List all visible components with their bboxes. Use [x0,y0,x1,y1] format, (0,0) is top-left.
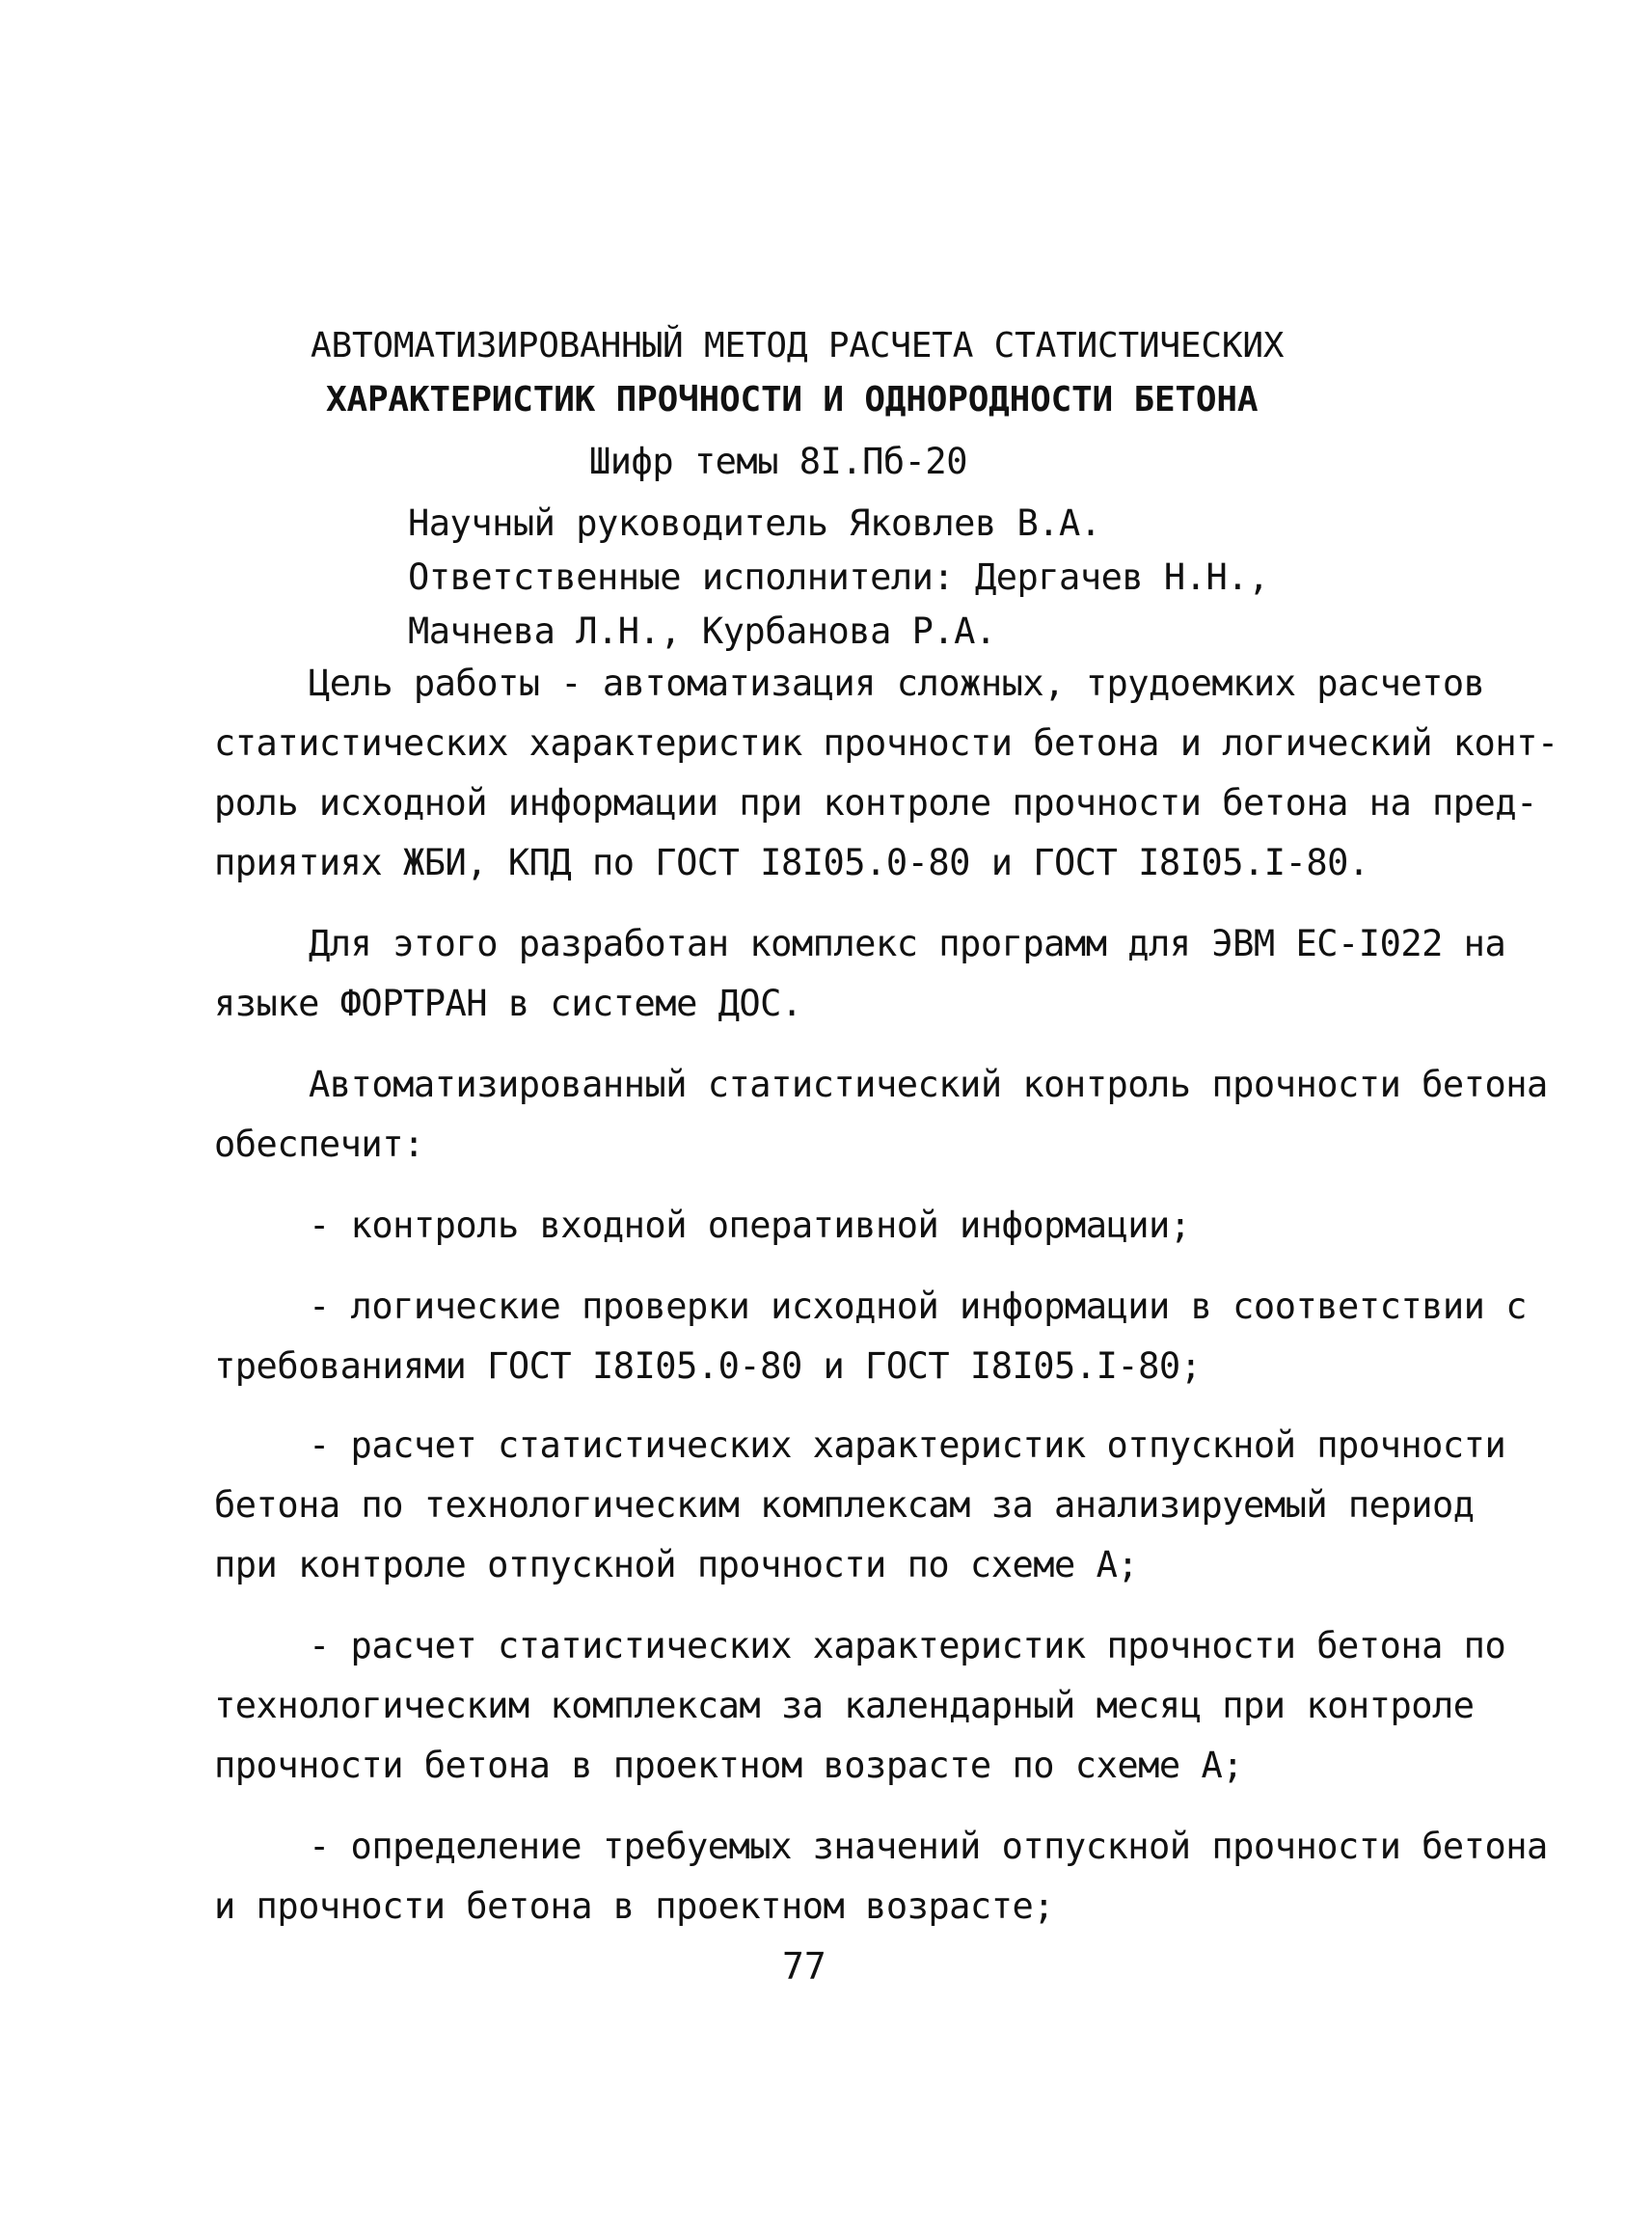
supervisor-line: Научный руководитель Яковлев В.А. [408,502,1101,544]
paragraph-3-line-1: Автоматизированный статистический контроль прочности бетона [309,1064,1548,1105]
paragraph-1-line-4: приятиях ЖБИ, КПД по ГОСТ I8I05.0-80 и ГОСТ I8I05.I-80. [214,842,1369,883]
executors-line: Ответственные исполнители: Дергачев Н.Н., [408,556,1269,598]
list-item-5-line-2: и прочности бетона в проектном возрасте; [214,1885,1055,1927]
executors-line-continued: Мачнева Л.Н., Курбанова Р.А. [408,610,996,652]
paragraph-1-line-3: роль исходной информации при контроле прочности бетона на пред- [214,782,1537,824]
topic-code: Шифр темы 8I.Пб-20 [589,441,967,482]
title-line-2: ХАРАКТЕРИСТИК ПРОЧНОСТИ И ОДНОРОДНОСТИ БЕТОНА [326,380,1259,420]
paragraph-2-line-2: языке ФОРТРАН в системе ДОС. [214,983,802,1024]
list-item-3-line-3: при контроле отпускной прочности по схеме А; [214,1544,1139,1585]
list-item-5-line-1: - определение требуемых значений отпускной прочности бетона [309,1826,1548,1867]
list-item-1: - контроль входной оперативной информации; [309,1205,1191,1246]
list-item-4-line-3: прочности бетона в проектном возрасте по схеме А; [214,1745,1244,1786]
paragraph-3-line-2: обеспечит: [214,1124,424,1165]
page-number: 77 [782,1945,826,1988]
list-item-2-line-1: - логические проверки исходной информации в соответствии с [309,1286,1528,1327]
paragraph-2-line-1: Для этого разработан комплекс программ для ЭВМ ЕС-I022 на [309,923,1506,964]
list-item-3-line-2: бетона по технологическим комплексам за анализируемый период [214,1484,1475,1526]
list-item-4-line-1: - расчет статистических характеристик прочности бетона по [309,1625,1506,1666]
list-item-3-line-1: - расчет статистических характеристик отпускной прочности [309,1424,1506,1466]
paragraph-1-line-2: статистических характеристик прочности бетона и логический конт- [214,722,1558,764]
title-line-1: АВТОМАТИЗИРОВАННЫЙ МЕТОД РАСЧЕТА СТАТИСТИЧЕСКИХ [311,326,1285,366]
list-item-2-line-2: требованиями ГОСТ I8I05.0-80 и ГОСТ I8I05.I-80; [214,1345,1202,1387]
list-item-4-line-2: технологическим комплексам за календарный месяц при контроле [214,1685,1475,1726]
paragraph-1-line-1: Цель работы - автоматизация сложных, трудоемких расчетов [309,663,1485,704]
